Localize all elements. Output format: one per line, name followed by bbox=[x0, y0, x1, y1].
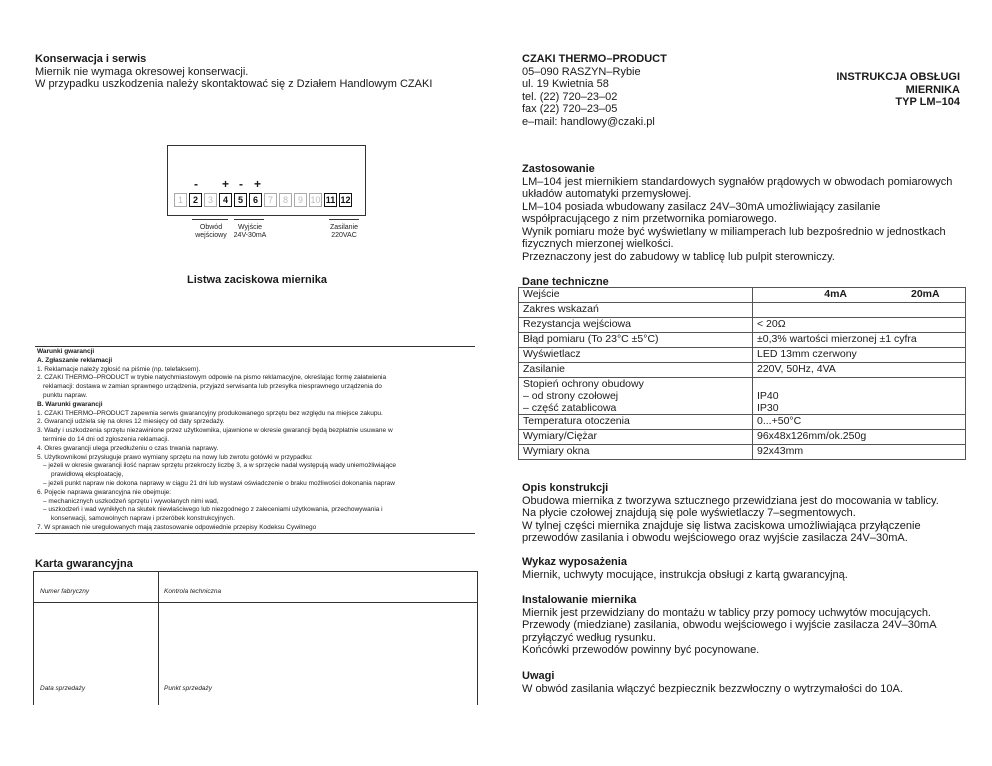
table-cell: Rezystancja wejściowa bbox=[519, 318, 753, 333]
table-cell: 20mA bbox=[851, 288, 966, 303]
section-zastosowanie bbox=[522, 163, 967, 263]
address-line: ul. 19 Kwietnia 58 bbox=[522, 78, 609, 90]
table-row bbox=[519, 348, 966, 363]
warranty-item: konserwacji, samowolnych napraw i przeróbek konstrukcyjnych. bbox=[51, 515, 235, 523]
card-label-sale-point: Punkt sprzedaży bbox=[164, 685, 213, 692]
text-line: Przewody (miedziane) zasilania, obwodu wejściowego i wyjście zasilacza 24V–30mA bbox=[522, 619, 937, 631]
title-line: TYP LM–104 bbox=[895, 96, 960, 108]
terminal-sign: - bbox=[239, 177, 243, 191]
terminal-label-output: Wyjście 24V-30mA bbox=[233, 224, 267, 239]
warranty-item: 1. CZAKI THERMO–PRODUCT zapewnia serwis gwarancyjny produkowanego sprzętu bez względu na miejsce zakupu. bbox=[37, 409, 383, 417]
text-line: współpracującego z nim przetwornika pomiarowego. bbox=[522, 213, 777, 225]
section-uwagi bbox=[522, 670, 967, 695]
section-title: Instalowanie miernika bbox=[522, 594, 637, 606]
warranty-card bbox=[33, 571, 478, 705]
card-divider bbox=[158, 572, 159, 705]
terminal-strip-diagram bbox=[167, 145, 366, 216]
card-divider bbox=[34, 602, 477, 603]
cell-line: – część zatablicowa bbox=[523, 402, 617, 414]
text-line: LM–104 posiada wbudowany zasilacz 24V–30mA umożliwiający zasilanie bbox=[522, 200, 881, 213]
warranty-item: 6. Pojęcie naprawa gwarancyjna nie obejmuje: bbox=[37, 488, 172, 496]
table-cell: Błąd pomiaru (To 23°C ±5°C) bbox=[519, 333, 753, 348]
table-cell: 92x43mm bbox=[753, 445, 966, 460]
warranty-item: 1. Reklamacje należy zgłosić na piśmie (np. telefaksem). bbox=[37, 365, 201, 373]
text-line: przewodów zasilania i obwodu wejściowego oraz wyjście zasilacza 24V–30mA. bbox=[522, 532, 908, 544]
terminal-cell: 12 bbox=[340, 195, 351, 205]
konserwacja-section bbox=[35, 53, 475, 91]
warranty-item: – jeżeli w okresie gwarancji ilość napraw sprzętu przekroczy liczbę 3, a w sprzęcie nadal występują wady uniemożliwiające bbox=[43, 462, 396, 470]
konserwacja-line: W przypadku uszkodzenia należy skontaktować się z Działem Handlowym CZAKI bbox=[35, 78, 433, 90]
email-line: e–mail: handlowy@czaki.pl bbox=[522, 115, 655, 128]
section-opis bbox=[522, 482, 967, 545]
fax-line: fax (22) 720–23–05 bbox=[522, 103, 618, 115]
text-line: Miernik jest przewidziany do montażu w tablicy przy pomocy uchwytów mocujących. bbox=[522, 606, 931, 619]
table-cell: Wyświetlacz bbox=[519, 348, 753, 363]
table-row bbox=[519, 363, 966, 378]
warranty-item: 7. W sprawach nie uregulowanych mają zastosowanie odpowiednie przepisy Kodeksu Cywilnego bbox=[37, 523, 317, 531]
konserwacja-line: Miernik nie wymaga okresowej konserwacji. bbox=[35, 65, 249, 78]
section-title-dane: Dane techniczne bbox=[522, 276, 609, 288]
warranty-title: Warunki gwarancji bbox=[37, 348, 95, 355]
konserwacja-title: Konserwacja i serwis bbox=[35, 53, 147, 65]
text-line: Na płycie czołowej znajdują się pole wyświetlaczy 7–segmentowych. bbox=[522, 507, 856, 519]
table-cell: Wymiary/Ciężar bbox=[519, 430, 753, 445]
section-title: Uwagi bbox=[522, 670, 555, 682]
address-line: 05–090 RASZYN–Rybie bbox=[522, 65, 641, 78]
warranty-section-b: B. Warunki gwarancji bbox=[37, 400, 103, 408]
warranty-item: – mechanicznych uszkodzeń sprzętu i wywołanych nimi wad, bbox=[43, 497, 219, 505]
terminal-cell: 7 bbox=[264, 193, 277, 207]
warranty-terms bbox=[35, 346, 475, 534]
table-cell: ±0,3% wartości mierzonej ±1 cyfra bbox=[753, 333, 966, 348]
section-title: Wykaz wyposażenia bbox=[522, 556, 627, 568]
table-cell: 4mA bbox=[753, 288, 852, 303]
title-line: MIERNIKA bbox=[905, 83, 960, 96]
card-label-inspection: Kontrola techniczna bbox=[164, 588, 222, 595]
table-row bbox=[519, 445, 966, 460]
warranty-item: prawidłową eksploatację, bbox=[51, 471, 124, 479]
warranty-item: – jeżeli punkt napraw nie dokona naprawy w ciągu 21 dni lub wystawi oświadczenie o braku możliwości dokonania napraw bbox=[43, 479, 395, 487]
table-cell: Wejście bbox=[519, 288, 753, 303]
table-row bbox=[519, 430, 966, 445]
card-label-serial: Numer fabryczny bbox=[40, 588, 90, 595]
cell-line: – od strony czołowej bbox=[523, 390, 619, 402]
terminal-label-input: Obwód wejściowy bbox=[195, 224, 227, 239]
cell-line: IP30 bbox=[757, 402, 779, 414]
table-cell: LED 13mm czerwony bbox=[753, 348, 966, 363]
section-wykaz bbox=[522, 556, 967, 581]
table-row bbox=[519, 288, 966, 303]
table-row bbox=[519, 318, 966, 333]
text-line: LM–104 jest miernikiem standardowych sygnałów prądowych w obwodach pomiarowych bbox=[522, 175, 953, 188]
warranty-item: 2. CZAKI THERMO–PRODUCT w trybie natychmiastowym odpowie na pismo reklamacyjne, określając formę załatwienia bbox=[37, 374, 387, 382]
company-name: CZAKI THERMO–PRODUCT bbox=[522, 53, 667, 65]
terminal-bracket-line bbox=[329, 219, 359, 220]
tech-data-table bbox=[518, 287, 966, 460]
warranty-item: 5. Użytkownikowi przysługuje prawo wymiany sprzętu na nowy lub zwrotu gotówki w przypadku: bbox=[37, 453, 313, 461]
table-cell bbox=[519, 378, 753, 415]
document-title bbox=[760, 71, 960, 109]
terminal-cell: 3 bbox=[204, 193, 217, 207]
terminal-cell: 8 bbox=[279, 193, 292, 207]
card-label-sale-date: Data sprzedaży bbox=[40, 685, 86, 692]
terminal-cell: 1 bbox=[174, 193, 187, 207]
warranty-item: terminie do 14 dni od zgłoszenia reklamacji. bbox=[43, 435, 170, 443]
text-line: fizycznych mierzonej wielkości. bbox=[522, 238, 674, 250]
terminal-cell: 10 bbox=[310, 195, 321, 205]
terminal-cell: 6 bbox=[249, 193, 262, 207]
table-row bbox=[519, 378, 966, 415]
warranty-card-title: Karta gwarancyjna bbox=[35, 558, 133, 570]
text-line: Wynik pomiaru może być wyświetlany w miliamperach lub bezpośrednio w jednostkach bbox=[522, 225, 946, 238]
table-row bbox=[519, 333, 966, 348]
text-line: układów automatyki przemysłowej. bbox=[522, 188, 692, 200]
warranty-item: 3. Wady i uszkodzenia sprzętu niezawinione przez użytkownika, ujawnione w okresie gwarancji będą bezpłatnie usuwane w bbox=[37, 427, 393, 435]
text-line: Przeznaczony jest do zabudowy w tablicę lub pulpit sterowniczy. bbox=[522, 250, 835, 263]
cell-line: Stopień ochrony obudowy bbox=[523, 378, 644, 390]
company-address bbox=[522, 53, 722, 128]
terminal-sign: + bbox=[222, 177, 230, 191]
table-cell bbox=[753, 378, 966, 415]
table-cell: Temperatura otoczenia bbox=[519, 415, 753, 430]
section-title: Zastosowanie bbox=[522, 163, 595, 175]
text-line: W obwód zasilania włączyć bezpiecznik bezzwłoczny o wytrzymałości do 10A. bbox=[522, 682, 903, 695]
text-line: Końcówki przewodów powinny być pocynowane. bbox=[522, 644, 760, 656]
warranty-item: – uszkodzeń i wad wynikłych na skutek niewłaściwego lub niezgodnego z zaleceniami użytkowania, przechowywania i bbox=[43, 506, 383, 514]
table-cell bbox=[753, 303, 966, 318]
section-title: Opis konstrukcji bbox=[522, 482, 609, 494]
section-instalowanie bbox=[522, 594, 967, 657]
terminal-caption: Listwa zaciskowa miernika bbox=[186, 274, 327, 286]
table-cell: 220V, 50Hz, 4VA bbox=[753, 363, 966, 378]
table-cell: < 20Ω bbox=[753, 318, 966, 333]
text-line: W tylnej części miernika znajduje się listwa zaciskowa umożliwiająca przyłączenie bbox=[522, 519, 921, 532]
table-row bbox=[519, 303, 966, 318]
terminal-cell: 9 bbox=[294, 193, 307, 207]
text-line: Miernik, uchwyty mocujące, instrukcja obsługi z kartą gwarancyjną. bbox=[522, 568, 848, 581]
table-row bbox=[519, 415, 966, 430]
warranty-section-a: A. Zgłaszanie reklamacji bbox=[37, 356, 113, 364]
text-line: przyłączyć według rysunku. bbox=[522, 631, 656, 644]
terminal-cells bbox=[174, 193, 352, 207]
terminal-cell: 5 bbox=[234, 193, 247, 207]
warranty-item: 4. Okres gwarancji ulega przedłużeniu o czas trwania naprawy. bbox=[37, 444, 219, 452]
warranty-item: 2. Gwarancji udziela się na okres 12 miesięcy od daty sprzedaży. bbox=[37, 418, 225, 426]
terminal-sign: + bbox=[254, 177, 262, 191]
table-cell: 0...+50°C bbox=[753, 415, 966, 430]
terminal-bracket-line bbox=[234, 219, 264, 220]
terminal-bracket-line bbox=[192, 219, 228, 220]
table-cell: Zasilanie bbox=[519, 363, 753, 378]
phone-line: tel. (22) 720–23–02 bbox=[522, 90, 618, 103]
terminal-cell: 2 bbox=[189, 193, 202, 207]
terminal-label-power: Zasilanie 220VAC bbox=[329, 224, 358, 239]
table-cell: Wymiary okna bbox=[519, 445, 753, 460]
terminal-sign: - bbox=[194, 177, 198, 191]
warranty-item: punktu napraw. bbox=[43, 391, 88, 399]
cell-line: IP40 bbox=[757, 390, 779, 402]
warranty-item: reklamacji: dostawa w zamian sprawnego urządzenia, przyjazd serwisanta lub przesyłka niesprawnego urządzenia do bbox=[43, 383, 382, 391]
table-cell: 96x48x126mm/ok.250g bbox=[753, 430, 966, 445]
terminal-cell: 11 bbox=[325, 195, 336, 205]
table-cell: Zakres wskazań bbox=[519, 303, 753, 318]
title-line: INSTRUKCJA OBSŁUGI bbox=[836, 71, 960, 83]
terminal-cell: 4 bbox=[219, 193, 232, 207]
text-line: Obudowa miernika z tworzywa sztucznego przewidziana jest do mocowania w tablicy. bbox=[522, 494, 939, 507]
